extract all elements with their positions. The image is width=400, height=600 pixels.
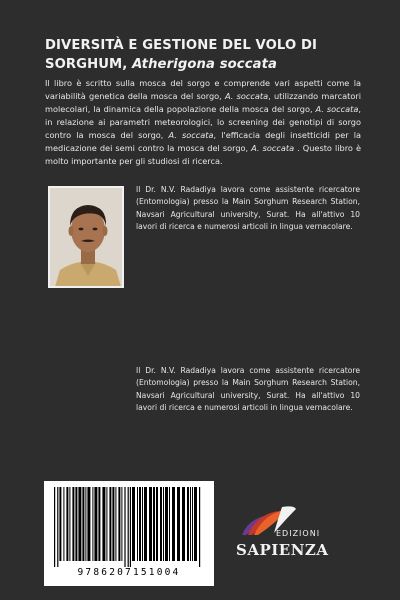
barcode-bar bbox=[94, 487, 97, 561]
barcode-bar bbox=[194, 487, 197, 561]
barcode-bar bbox=[82, 487, 84, 561]
species-name: A. soccata bbox=[225, 91, 269, 101]
barcode-bar bbox=[98, 487, 100, 561]
description-text: , l'efficacia degli insetticidi per la medicazione dei semi contro la mosca del sorgo, bbox=[45, 130, 361, 153]
barcode-bar bbox=[54, 487, 55, 567]
species-name: A. soccata bbox=[251, 143, 295, 153]
barcode-bar bbox=[78, 487, 81, 561]
barcode-bar bbox=[163, 487, 164, 561]
barcode-bar bbox=[106, 487, 107, 561]
barcode-bar bbox=[102, 487, 105, 561]
barcode-bar bbox=[156, 487, 158, 561]
barcode-bar bbox=[66, 487, 68, 561]
barcode-bar bbox=[139, 487, 141, 561]
barcode-bar bbox=[59, 487, 61, 561]
barcode-bar bbox=[72, 487, 74, 561]
barcode-bar bbox=[149, 487, 152, 561]
barcode-bar bbox=[160, 487, 162, 561]
isbn-barcode bbox=[44, 481, 214, 586]
barcode-bar bbox=[182, 487, 185, 561]
barcode-bar bbox=[130, 487, 131, 567]
barcode-bar bbox=[69, 487, 70, 561]
barcode-bar bbox=[87, 487, 90, 561]
description-text: , in relazione ai parametri meteorologici, lo screening dei genotipi di sorgo contro la mosca del sorgo, bbox=[45, 104, 361, 140]
barcode-bar bbox=[142, 487, 143, 561]
barcode-bar bbox=[132, 487, 135, 561]
barcode-bar bbox=[85, 487, 86, 561]
barcode-bar bbox=[128, 487, 129, 567]
publisher-logo bbox=[236, 505, 336, 575]
book-title-main: DIVERSITÀ E GESTIONE DEL VOLO DI SORGHUM, bbox=[45, 38, 317, 72]
book-title-species: Atherigona soccata bbox=[132, 57, 278, 72]
species-name: A. soccata bbox=[315, 104, 359, 114]
author-bio-repeat: Il Dr. N.V. Radadiya lavora come assistente ricercatore (Entomologia) presso la Main Sorghum Research Station, Navsari Agricultural university, Surat. Ha all'attivo 10 lavori di ricerca e numerosi articoli in lingua vernacolare. bbox=[136, 366, 360, 413]
barcode-bar bbox=[187, 487, 189, 561]
barcode-bar bbox=[115, 487, 116, 561]
book-title bbox=[45, 36, 365, 74]
barcode-bar bbox=[118, 487, 120, 561]
barcode-bar bbox=[75, 487, 77, 561]
barcode-bar bbox=[57, 487, 58, 567]
description-text: , utilizzando marcatori molecolari, la dinamica della popolazione della mosca del sorgo, bbox=[45, 91, 361, 114]
barcode-bar bbox=[121, 487, 122, 561]
barcode-bar bbox=[112, 487, 114, 561]
barcode-bar bbox=[63, 487, 64, 561]
description-text: . Questo libro è molto importante per gli studiosi di ricerca. bbox=[45, 143, 361, 166]
barcode-bar bbox=[190, 487, 191, 561]
barcode-bars bbox=[52, 487, 206, 567]
species-name: A. soccata bbox=[168, 130, 214, 140]
publisher-prefix: EDIZIONI bbox=[276, 529, 321, 538]
description-text: Il libro è scritto sulla mosca del sorgo e comprende vari aspetti come la variabilità genetica della mosca del sorgo, bbox=[45, 78, 361, 101]
publisher-name: SAPIENZA bbox=[236, 541, 329, 559]
isbn-number: 9786207151004 bbox=[77, 567, 181, 578]
barcode-bar bbox=[137, 487, 138, 561]
barcode-bar bbox=[165, 487, 168, 561]
barcode-bar bbox=[92, 487, 93, 561]
barcode-bar bbox=[124, 487, 125, 567]
author-bio: Il Dr. N.V. Radadiya lavora come assistente ricercatore (Entomologia) presso la Main Sorghum Research Station, Navsari Agricultural university, Surat. Ha all'attivo 10 lavori di ricerca e numerosi articoli in lingua vernacolare. bbox=[136, 185, 360, 232]
barcode-bar bbox=[153, 487, 155, 561]
barcode-bar bbox=[192, 487, 193, 561]
author-photo bbox=[48, 186, 124, 288]
barcode-bar bbox=[169, 487, 170, 561]
barcode-bar bbox=[177, 487, 180, 561]
barcode-bar bbox=[199, 487, 200, 567]
author-portrait-image bbox=[50, 188, 124, 288]
barcode-bar bbox=[109, 487, 111, 561]
book-description bbox=[45, 77, 361, 168]
barcode-bar bbox=[144, 487, 147, 561]
barcode-bar bbox=[172, 487, 175, 561]
